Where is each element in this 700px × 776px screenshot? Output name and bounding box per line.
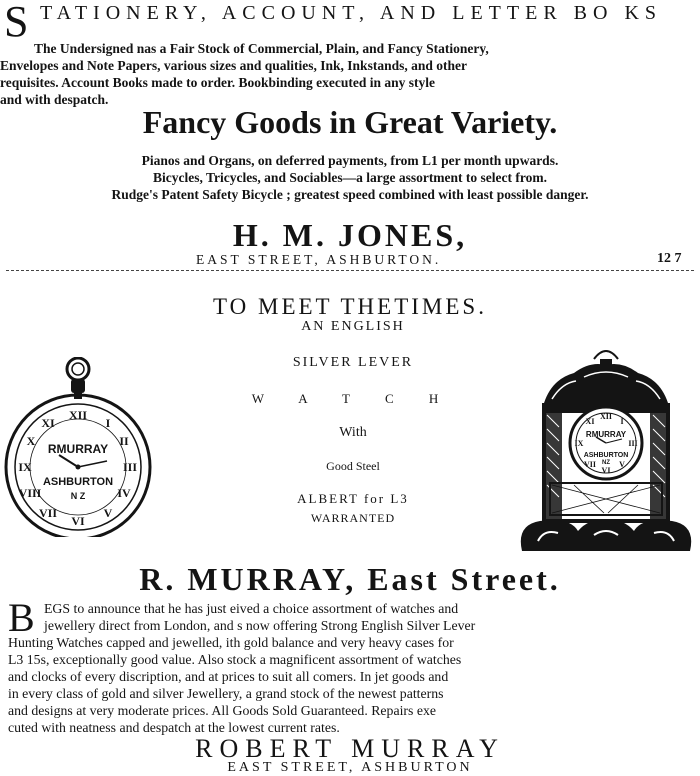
watch-ad-body-line: and designs at very moderate prices. All Goods Sold Guaranteed. Repairs exe	[8, 703, 436, 718]
svg-text:II: II	[119, 434, 129, 448]
svg-text:XII: XII	[68, 408, 88, 422]
pocket-watch-illustration	[3, 357, 153, 537]
promo-line-bicycles: Bicycles, Tricycles, and Sociables—a large assortment to select from.	[152, 170, 548, 185]
svg-text:IV: IV	[117, 486, 131, 500]
svg-text:IX: IX	[574, 439, 584, 448]
svg-text:III: III	[122, 460, 138, 474]
advertisement-divider	[6, 270, 694, 271]
advertiser-name-jones: H. M. JONES,	[232, 217, 468, 253]
svg-text:VI: VI	[601, 466, 611, 475]
clock-dial-town: ASHBURTON	[583, 452, 629, 459]
svg-text:V: V	[619, 460, 625, 469]
watch-ad-text-steel: Good Steel	[326, 459, 380, 473]
watch-ad-signature-address: EAST STREET, ASHBURTON	[227, 760, 473, 775]
watch-ad-body-line: and clocks of every discription, and at prices to suit all comers. In jet goods and	[8, 669, 449, 684]
watch-ad-text-albert-price: ALBERT for L3	[297, 491, 409, 506]
advertiser-name-murray: R. MURRAY, East Street.	[139, 561, 561, 597]
advertiser-address-jones: EAST STREET, ASHBURTON.	[196, 252, 442, 267]
svg-text:VII: VII	[583, 460, 597, 469]
stationery-body-line: requisites. Account Books made to order. Bookbinding executed in any style	[0, 75, 436, 90]
stationery-body-line: and with despatch.	[0, 92, 109, 107]
svg-text:III: III	[628, 439, 638, 448]
stationery-header: TATIONERY, ACCOUNT, AND LETTER BO KS	[40, 2, 663, 24]
promo-line-pianos: Pianos and Organs, on deferred payments, from L1 per month upwards.	[141, 153, 559, 168]
svg-text:XI: XI	[41, 416, 55, 430]
watch-ad-body-line: L3 15s, exceptionally good value. Also stock a magnificent assortment of watches	[8, 652, 462, 667]
svg-text:XII: XII	[599, 412, 613, 421]
watch-ad-drop-cap: B	[8, 595, 35, 640]
fancy-goods-headline: Fancy Goods in Great Variety.	[142, 104, 558, 140]
watch-dial-maker: RMURRAY	[47, 442, 109, 456]
watch-ad-body-line: jewellery direct from London, and s now offering Strong English Silver Lever	[44, 618, 476, 633]
stationery-body-line: Envelopes and Note Papers, various sizes and qualities, Ink, Inkstands, and other	[0, 58, 467, 73]
clock-dial-country: NZ	[602, 460, 610, 466]
watch-ad-text-silver-lever: SILVER LEVER	[292, 355, 414, 370]
watch-ad-body-line: Hunting Watches capped and jewelled, ith gold balance and very heavy cases for	[8, 635, 454, 650]
watch-ad-body-line: cuted with neatness and despatch at the lowest current rates.	[8, 720, 340, 735]
stationery-body-line: The Undersigned nas a Fair Stock of Commercial, Plain, and Fancy Stationery,	[34, 41, 489, 56]
watch-ad-text-warranted: WARRANTED	[310, 511, 396, 525]
svg-text:I: I	[620, 417, 624, 426]
watch-ad-text-watch: W A T C H	[251, 391, 455, 406]
watch-ad-title: TO MEET THETIMES.	[213, 294, 487, 319]
mantel-clock-illustration	[514, 345, 698, 555]
watch-ad-body-line: EGS to announce that he has just eived a choice assortment of watches and	[44, 601, 459, 616]
svg-text:XI: XI	[585, 417, 595, 426]
promo-line-rudge: Rudge's Patent Safety Bicycle ; greatest speed combined with least possible danger.	[111, 187, 589, 202]
watch-ad-text-english: AN ENGLISH	[301, 319, 405, 334]
clock-dial-maker: RMURRAY	[585, 430, 627, 439]
ad-reference-number: 12 7	[657, 251, 682, 266]
stationery-drop-cap: S	[4, 0, 29, 46]
watch-ad-body-line: in every class of gold and silver Jewellery, a grand stock of the newest patterns	[8, 686, 444, 701]
watch-ad-text-with: With	[339, 425, 367, 440]
watch-dial-town: ASHBURTON	[42, 476, 114, 488]
svg-text:V: V	[103, 506, 113, 520]
svg-text:IX: IX	[18, 460, 32, 474]
svg-text:X: X	[26, 434, 36, 448]
svg-text:I: I	[105, 416, 111, 430]
watch-ad-signature: ROBERT MURRAY	[195, 734, 505, 763]
svg-text:VIII: VIII	[18, 486, 42, 500]
watch-dial-country: N Z	[70, 491, 86, 501]
svg-text:VII: VII	[38, 506, 58, 520]
svg-text:VI: VI	[71, 514, 85, 528]
